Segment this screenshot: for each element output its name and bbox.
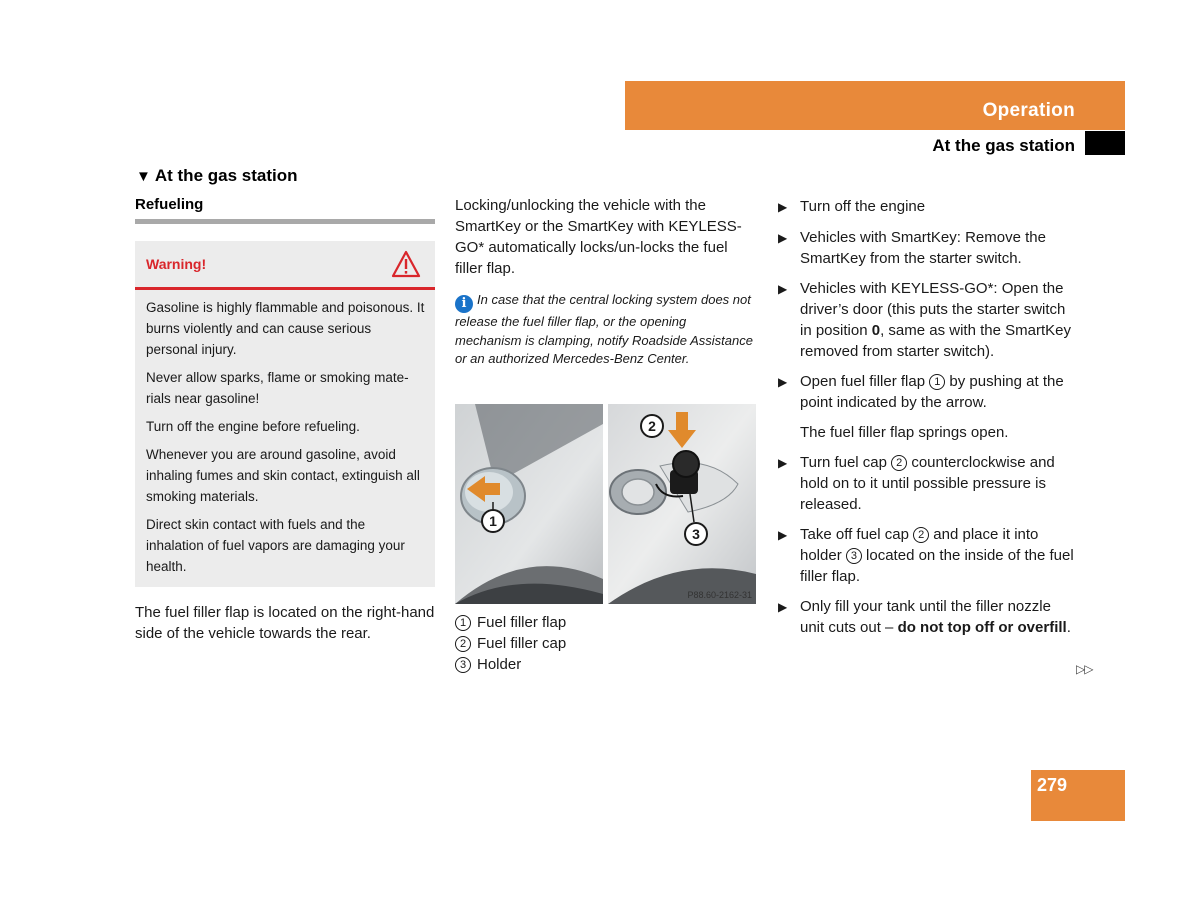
warning-paragraph: Never allow sparks, flame or smoking mate-rials near gasoline!	[146, 370, 409, 406]
warning-body	[135, 290, 435, 587]
warning-triangle-icon	[391, 250, 421, 278]
legend-number: 3	[455, 657, 471, 673]
continue-arrows-icon: ▷▷	[1076, 662, 1093, 676]
step-item	[778, 371, 1078, 413]
legend-item	[455, 633, 755, 654]
step-text	[800, 278, 1078, 362]
locking-paragraph: Locking/unlocking the vehicle with the SmartKey or the SmartKey with KEYLESS-GO* automatically locks/un-locks the fuel filler flap.	[455, 197, 742, 277]
step-text	[800, 524, 1078, 587]
step-text-part: Take off fuel cap	[800, 526, 914, 543]
step-item	[778, 596, 1078, 638]
info-note	[455, 291, 755, 369]
step-text-part: Vehicles with KEYLESS-GO*: Open the driver’s door (this puts the starter switch in position	[800, 280, 1066, 339]
step-text-part: Only fill your tank until the filler nozzle unit cuts out –	[800, 598, 1051, 636]
column-right-steps	[778, 196, 1078, 647]
section-rule	[135, 219, 435, 224]
tab-marker	[1085, 131, 1125, 155]
step-note: The fuel filler flap springs open.	[800, 424, 1009, 441]
callout-2-label: 2	[648, 418, 656, 434]
play-bullet-icon: ▶	[778, 231, 788, 245]
warning-paragraph: Whenever you are around gasoline, avoid inhaling fumes and skin contact, extinguish all smoking materials.	[146, 447, 420, 504]
figure-code: P88.60-2162-31	[687, 590, 752, 600]
triangle-down-icon: ▼	[136, 168, 151, 185]
warning-label: Warning!	[146, 256, 207, 272]
callout-3-label: 3	[692, 526, 700, 542]
subsection-title: At the gas station	[932, 136, 1075, 155]
callout-ref: 1	[929, 374, 945, 390]
figure-legend	[455, 612, 755, 675]
warning-paragraph: Direct skin contact with fuels and the inhalation of fuel vapors are damaging your health.	[146, 517, 405, 574]
step-text-part: Turn fuel cap	[800, 454, 892, 471]
callout-ref: 3	[846, 548, 862, 564]
step-text: Turn off the engine	[800, 198, 926, 215]
play-bullet-icon: ▶	[778, 282, 788, 296]
step-item	[778, 227, 1078, 269]
fuel-cap-photo	[608, 404, 756, 604]
section-title: Operation	[982, 100, 1075, 121]
step-text-part: .	[1066, 619, 1071, 636]
column-left	[135, 196, 435, 644]
step-text	[800, 596, 1078, 638]
page-heading-text: At the gas station	[154, 166, 298, 185]
play-bullet-icon: ▶	[778, 456, 788, 470]
step-emphasis: do not top off or overfill	[897, 619, 1067, 636]
step-item	[778, 278, 1078, 362]
step-text-part: located on the inside of the fuel filler flap.	[800, 547, 1074, 585]
column-middle	[455, 195, 755, 369]
callout-1-label: 1	[489, 513, 497, 529]
step-item	[778, 524, 1078, 587]
step-text-part: counterclockwise and hold on to it until possible pressure is released.	[800, 454, 1055, 513]
legend-label: Fuel filler flap	[477, 614, 567, 631]
step-text-part: , same as with the SmartKey removed from starter switch).	[800, 322, 1071, 360]
page-heading	[136, 166, 297, 186]
info-icon: i	[455, 295, 473, 313]
callout-ref: 2	[913, 527, 929, 543]
info-note-text: In case that the central locking system does not release the fuel filler flap, or the opening mechanism is clamping, notify Roadside Assistance or an authorized Mercedes-Benz Center.	[455, 292, 753, 366]
play-bullet-icon: ▶	[778, 528, 788, 542]
starter-position: 0	[871, 322, 881, 339]
play-bullet-icon: ▶	[778, 600, 788, 614]
legend-label: Holder	[477, 656, 522, 673]
step-text: Vehicles with SmartKey: Remove the SmartKey from the starter switch.	[800, 229, 1046, 267]
step-text-part: by pushing at the point indicated by the arrow.	[800, 373, 1064, 411]
fuel-flap-location-text: The fuel filler flap is located on the right-hand side of the vehicle towards the rear.	[135, 604, 435, 642]
fuel-flap-photo	[455, 404, 603, 604]
warning-box	[135, 241, 435, 587]
play-bullet-icon: ▶	[778, 375, 788, 389]
warning-paragraph: Gasoline is highly flammable and poisonous. It burns violently and can cause serious personal injury.	[146, 300, 425, 357]
play-bullet-icon: ▶	[778, 200, 788, 214]
step-text-part: and place it into holder	[800, 526, 1039, 564]
page-number: 279	[1037, 775, 1068, 795]
warning-paragraph: Turn off the engine before refueling.	[146, 419, 360, 434]
legend-number: 2	[455, 636, 471, 652]
step-item	[778, 196, 1078, 218]
legend-item	[455, 612, 755, 633]
fuel-filler-figure	[455, 404, 756, 604]
refueling-title: Refueling	[135, 196, 204, 213]
step-text	[800, 371, 1078, 413]
step-text	[800, 452, 1078, 515]
step-item	[778, 452, 1078, 515]
warning-header	[135, 241, 435, 290]
step-text-part: Open fuel filler flap	[800, 373, 930, 390]
legend-number: 1	[455, 615, 471, 631]
legend-item	[455, 654, 755, 675]
legend-label: Fuel filler cap	[477, 635, 567, 652]
callout-ref: 2	[891, 455, 907, 471]
